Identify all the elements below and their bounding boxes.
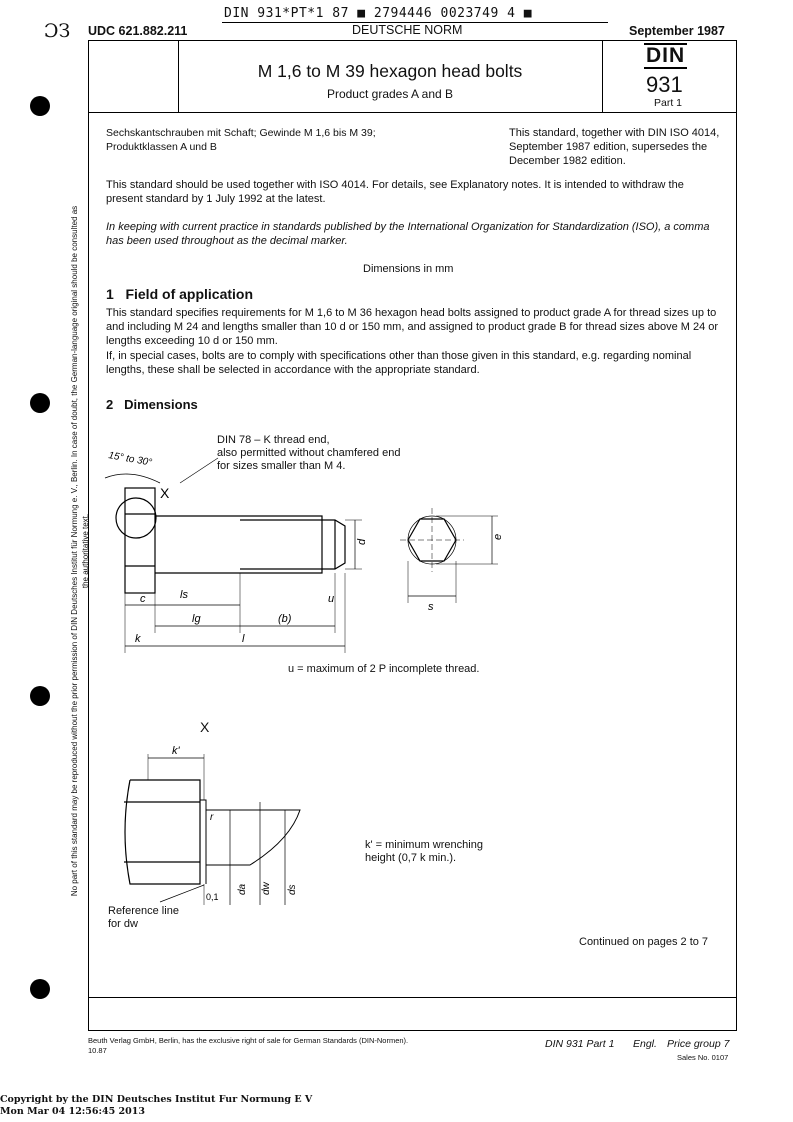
- issue-code: 10.87: [88, 1046, 107, 1055]
- dim-label-ls: ls: [180, 589, 188, 601]
- detail-x-drawing: [100, 740, 330, 910]
- footer-sales-number: Sales No. 0107: [677, 1053, 729, 1062]
- section-1-paragraph-1: This standard specifies requirements for M 1,6 to M 36 hexagon head bolts assigned to product grade A for thread sizes up to and including M 24 and lengths smaller than 10 d or 150 mm, and assigned to product grade B for thread sizes above M 24 or lengths exceeding 10 d or 150 mm.: [106, 307, 719, 347]
- detail-x-circle: [116, 498, 156, 538]
- din-logo: DIN: [646, 44, 686, 67]
- standard-part: Part 1: [654, 97, 683, 109]
- bolt-shank: [155, 516, 322, 573]
- wrenching-height-note-1: k' = minimum wrenching: [365, 839, 483, 851]
- standard-number: 931: [646, 72, 683, 97]
- footer-language: Engl.: [633, 1038, 657, 1050]
- punch-hole: [30, 979, 50, 999]
- title-box-bottom: [88, 112, 737, 113]
- supersedes-note: This standard, together with DIN ISO 4014, September 1987 edition, supersedes the December 1982 edition.: [509, 127, 720, 167]
- dim-label-b: (b): [278, 613, 292, 625]
- detail-dw-label: dw: [261, 882, 272, 895]
- wrenching-height-note-2: height (0,7 k min.).: [365, 852, 457, 864]
- punch-hole: [30, 393, 50, 413]
- footer-standard-ref: DIN 931 Part 1: [545, 1038, 615, 1050]
- title-box-right-divider: [602, 40, 603, 112]
- copyright-line-2: Mon Mar 04 12:56:45 2013: [0, 1106, 146, 1117]
- dim-label-c: c: [140, 593, 146, 605]
- detail-da-label: da: [237, 883, 248, 895]
- section-1-heading: 1 Field of application: [106, 286, 254, 302]
- angle-label: 15° to 30°: [107, 450, 153, 469]
- german-title: Sechskantschrauben mit Schaft; Gewinde M 1,6 bis M 39; Produktklassen A und B: [106, 127, 376, 153]
- section-2-heading: 2 Dimensions: [106, 397, 198, 412]
- reference-line-note-2: for dw: [108, 918, 138, 930]
- issue-date: September 1987: [629, 24, 725, 38]
- detail-ds-label: ds: [287, 884, 298, 895]
- reference-line-note-1: Reference line: [108, 905, 179, 917]
- dim-label-s: s: [428, 601, 434, 613]
- punch-hole: [30, 686, 50, 706]
- detail-x-label: X: [160, 485, 170, 501]
- bolt-thread: [240, 520, 345, 569]
- footer-price-group: Price group 7: [667, 1038, 730, 1050]
- detail-r-label: r: [210, 812, 214, 823]
- dim-label-d: d: [356, 538, 368, 545]
- detail-x-title: X: [200, 719, 210, 735]
- figure-1-caption: u = maximum of 2 P incomplete thread.: [288, 663, 480, 675]
- page-subtitle: Product grades A and B: [326, 87, 454, 101]
- copyright-line-1: Copyright by the DIN Deutsches Institut Fur Normung E V: [0, 1094, 313, 1105]
- thread-end-note-2: also permitted without chamfered end: [217, 447, 401, 459]
- norm-label: DEUTSCHE NORM: [352, 23, 463, 37]
- comma-note: In keeping with current practice in standards published by the International Organization for Standardization (ISO), a comma has been used throughout as the decimal marker.: [106, 221, 710, 247]
- dimensions-note: Dimensions in mm: [363, 263, 454, 275]
- thread-end-note-1: DIN 78 – K thread end,: [217, 434, 330, 446]
- detail-head: [125, 780, 200, 884]
- section-1-paragraph-2: If, in special cases, bolts are to comply with specifications other than those given in this standard, e.g. regarding nominal lengths, these shall be selected in accordance with the appropriate standard.: [106, 350, 692, 376]
- detail-v-label: 0,1: [206, 892, 219, 902]
- content-bottom-rule: [88, 997, 737, 998]
- dim-label-k: k: [135, 633, 141, 645]
- dim-label-e: e: [492, 533, 504, 540]
- dim-label-u: u: [328, 593, 335, 605]
- copyright-sidebar: No part of this standard may be reproduced without the prior permission of DIN Deutsches Institut für Normung e. V., Berlin. In case of doubt, the German-language original should be consulted as the authoritative text.: [70, 205, 90, 897]
- udc-number: UDC 621.882.211: [88, 24, 188, 38]
- document-code-stamp: DIN 931*PT*1 87 ■ 2794446 0023749 4 ■: [224, 6, 533, 21]
- dim-label-l: l: [242, 633, 245, 645]
- detail-k-prime: k': [172, 745, 180, 757]
- dim-label-lg: lg: [192, 613, 201, 625]
- punch-hole: [30, 96, 50, 116]
- page-title: M 1,6 to M 39 hexagon head bolts: [257, 61, 523, 81]
- handwritten-mark: ƆЗ: [44, 20, 71, 42]
- thread-end-note-3: for sizes smaller than M 4.: [217, 460, 346, 472]
- publisher-note: Beuth Verlag GmbH, Berlin, has the exclusive right of sale for German Standards (DIN-Normen).: [88, 1036, 409, 1045]
- usage-note: This standard should be used together with ISO 4014. For details, see Explanatory notes. It is intended to withdraw the present standard by 1 July 1992 at the latest.: [106, 179, 684, 205]
- continued-note: Continued on pages 2 to 7: [579, 936, 709, 948]
